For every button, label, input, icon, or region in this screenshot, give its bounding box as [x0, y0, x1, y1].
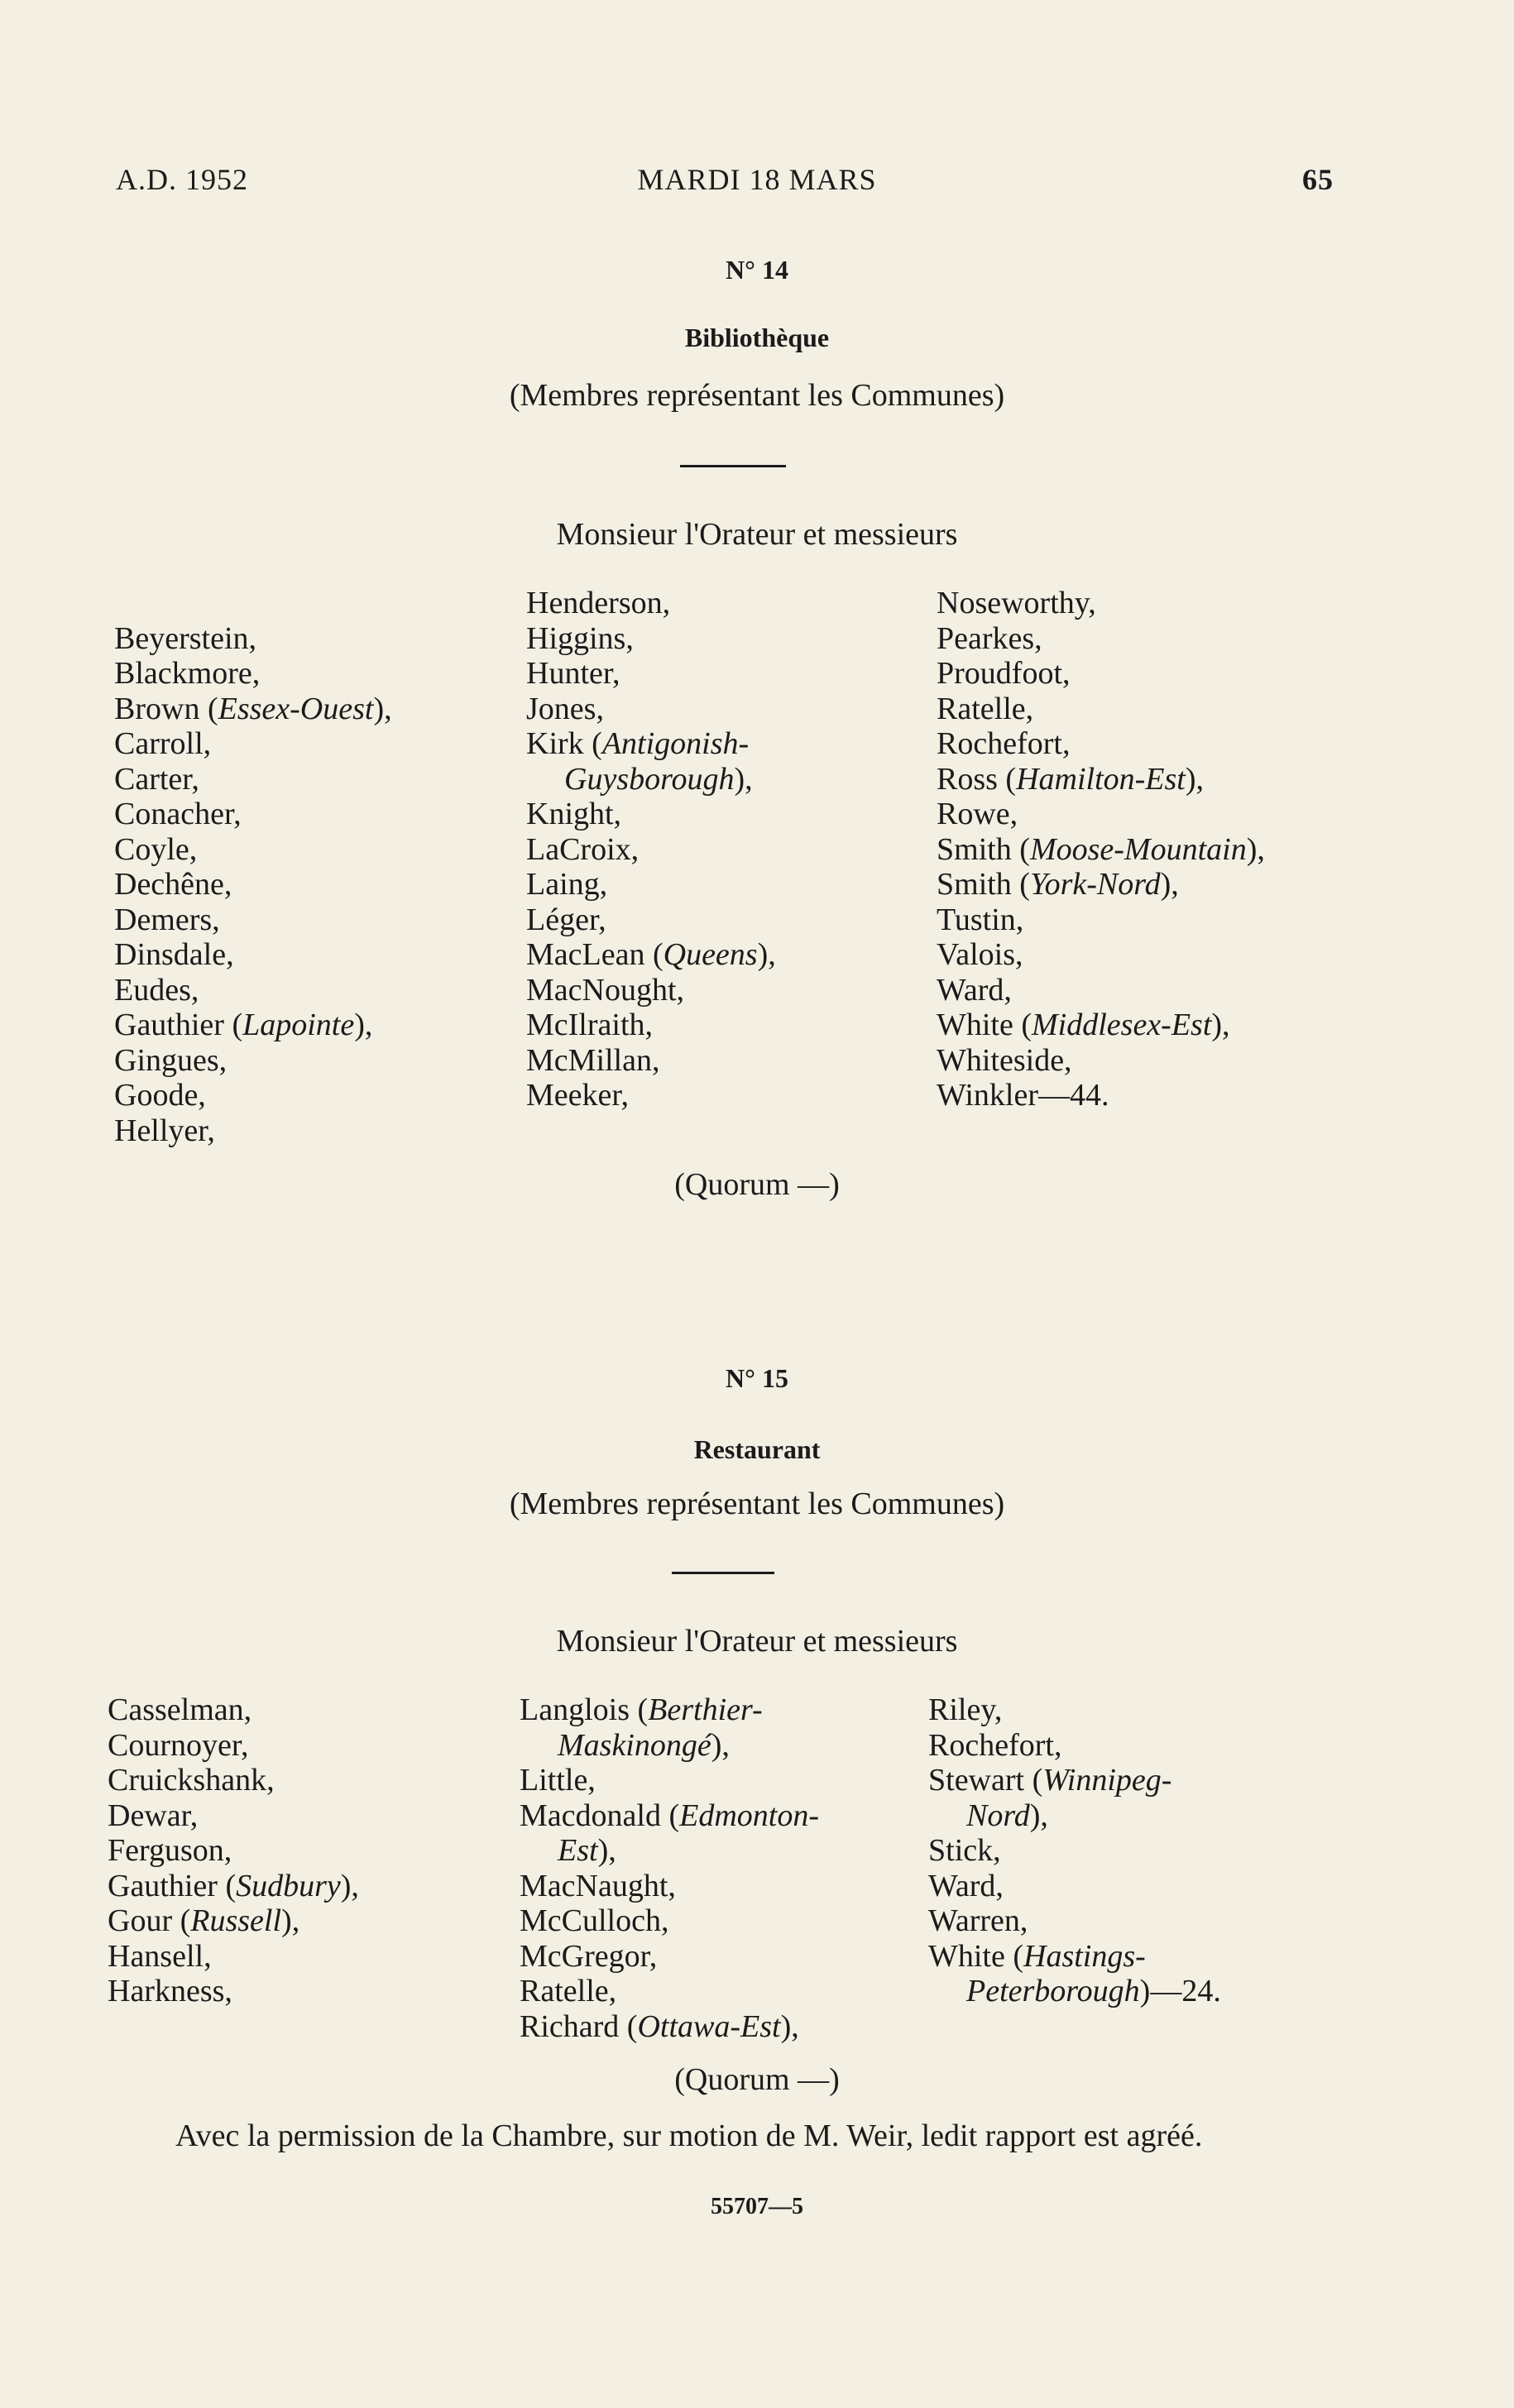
- list-item: Carroll,: [114, 726, 212, 761]
- section-14-title: Bibliothèque: [684, 323, 830, 352]
- list-item: Goode,: [114, 1078, 206, 1113]
- list-item: Rochefort,: [937, 726, 1071, 761]
- list-item: McGregor,: [520, 1938, 658, 1974]
- list-item: Ratelle,: [520, 1974, 617, 2008]
- list-item: Little,: [520, 1763, 596, 1798]
- page-number: 65: [1302, 163, 1334, 196]
- list-item: Coyle,: [114, 831, 198, 867]
- list-item: Ratelle,: [937, 691, 1034, 726]
- list-item: Stewart (Winnipeg-: [928, 1763, 1172, 1798]
- section-15-divider: [672, 1572, 774, 1574]
- closing-paragraph: Avec la permission de la Chambre, sur motion de M. Weir, ledit rapport est agréé.: [175, 2118, 1203, 2153]
- list-item: Laing,: [526, 867, 608, 902]
- section-14-subtitle: (Membres représentant les Communes): [509, 378, 1005, 413]
- list-item: Whiteside,: [937, 1042, 1072, 1078]
- list-item: Kirk (Antigonish-: [526, 726, 750, 761]
- list-item: Higgins,: [526, 620, 634, 656]
- list-item: McCulloch,: [520, 1903, 669, 1938]
- list-item: Blackmore,: [114, 656, 261, 691]
- list-item: Hunter,: [526, 656, 620, 691]
- header-year: A.D. 1952: [116, 163, 248, 196]
- section-15-quorum: (Quorum —): [674, 2062, 840, 2097]
- list-item: Dechêne,: [114, 867, 232, 902]
- section-14-column-2: [526, 586, 776, 1113]
- section-14-number: N° 14: [726, 255, 788, 285]
- list-item: Riley,: [928, 1692, 1003, 1727]
- list-item: Tustin,: [937, 902, 1024, 937]
- section-15-subtitle: (Membres représentant les Communes): [509, 1486, 1005, 1521]
- list-item: Rochefort,: [928, 1727, 1062, 1763]
- header-date: MARDI 18 MARS: [637, 163, 877, 196]
- list-item: McIlraith,: [526, 1008, 654, 1042]
- list-item: White (Hastings-: [928, 1938, 1146, 1974]
- section-15-number: N° 15: [726, 1363, 788, 1393]
- section-14-divider: [680, 465, 786, 467]
- list-item: Langlois (Berthier-: [520, 1692, 763, 1727]
- list-item: Maskinongé),: [558, 1727, 730, 1763]
- list-item: Gauthier (Sudbury),: [108, 1868, 359, 1903]
- list-item: Beyerstein,: [114, 620, 257, 656]
- list-item: Harkness,: [108, 1974, 232, 2008]
- list-item: Proudfoot,: [937, 656, 1071, 691]
- list-item: Noseworthy,: [937, 586, 1096, 620]
- list-item: MacNought,: [526, 972, 685, 1008]
- list-item: Peterborough)—24.: [966, 1974, 1221, 2008]
- list-item: Hellyer,: [114, 1113, 215, 1148]
- list-item: Cournoyer,: [108, 1727, 249, 1763]
- section-15-column-1: [108, 1692, 359, 2009]
- list-item: Gauthier (Lapointe),: [114, 1008, 373, 1042]
- section-14-quorum: (Quorum —): [674, 1167, 840, 1202]
- list-item: Richard (Ottawa-Est),: [520, 2008, 799, 2044]
- list-item: Knight,: [526, 797, 622, 831]
- list-item: Jones,: [526, 691, 604, 726]
- list-item: Eudes,: [114, 972, 199, 1008]
- list-item: White (Middlesex-Est),: [937, 1008, 1230, 1042]
- section-15-title: Restaurant: [693, 1434, 821, 1464]
- list-item: McMillan,: [526, 1042, 660, 1078]
- list-item: Henderson,: [526, 586, 671, 620]
- list-item: MacLean (Queens),: [526, 937, 776, 972]
- list-item: Ferguson,: [108, 1833, 232, 1868]
- list-item: Guysborough),: [564, 761, 753, 797]
- list-item: Casselman,: [108, 1692, 252, 1727]
- list-item: Stick,: [928, 1833, 1001, 1868]
- list-item: Gour (Russell),: [108, 1903, 300, 1938]
- list-item: Meeker,: [526, 1078, 630, 1113]
- section-15-column-2: [520, 1692, 819, 2044]
- list-item: Cruickshank,: [108, 1763, 275, 1798]
- list-item: [114, 586, 392, 621]
- list-item: Demers,: [114, 902, 220, 937]
- section-14-column-1: [114, 586, 392, 1148]
- list-item: Smith (York-Nord),: [937, 867, 1179, 902]
- list-item: Léger,: [526, 902, 606, 937]
- list-item: Winkler—44.: [937, 1078, 1109, 1113]
- section-15-column-3: [928, 1692, 1221, 2009]
- list-item: Est),: [558, 1833, 616, 1868]
- footer-code: 55707—5: [711, 2194, 803, 2219]
- list-item: Dewar,: [108, 1798, 199, 1833]
- list-item: MacNaught,: [520, 1868, 676, 1903]
- list-item: Ward,: [928, 1868, 1004, 1903]
- list-item: Carter,: [114, 761, 199, 797]
- list-item: Dinsdale,: [114, 937, 234, 972]
- list-item: Pearkes,: [937, 620, 1042, 656]
- list-item: Conacher,: [114, 797, 242, 831]
- section-14-column-3: [937, 586, 1265, 1113]
- list-item: Smith (Moose-Mountain),: [937, 831, 1265, 867]
- list-item: Nord),: [966, 1798, 1048, 1833]
- list-item: Valois,: [937, 937, 1023, 972]
- list-item: Brown (Essex-Ouest),: [114, 691, 392, 726]
- section-15-intro: Monsieur l'Orateur et messieurs: [556, 1624, 958, 1659]
- list-item: LaCroix,: [526, 831, 640, 867]
- list-item: Ward,: [937, 972, 1012, 1008]
- list-item: Gingues,: [114, 1042, 228, 1078]
- section-14-intro: Monsieur l'Orateur et messieurs: [556, 517, 958, 552]
- list-item: Warren,: [928, 1903, 1028, 1938]
- list-item: Hansell,: [108, 1938, 212, 1974]
- list-item: Rowe,: [937, 797, 1018, 831]
- list-item: Macdonald (Edmonton-: [520, 1798, 819, 1833]
- list-item: Ross (Hamilton-Est),: [937, 761, 1205, 797]
